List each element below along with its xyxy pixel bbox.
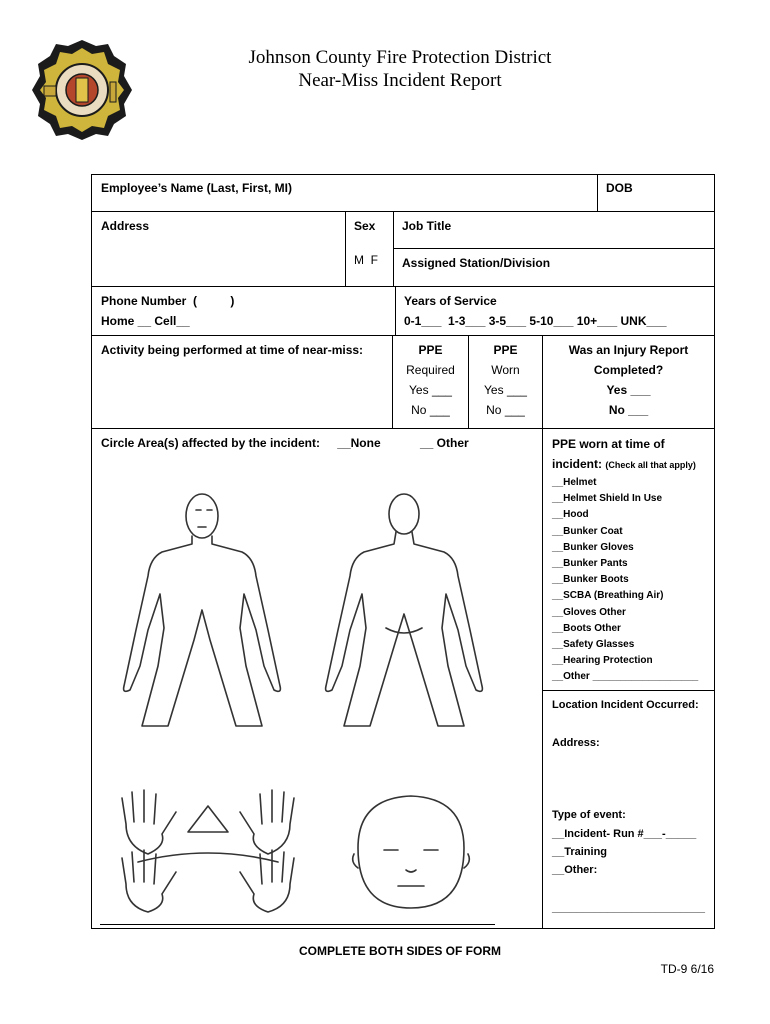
footer-note: COMPLETE BOTH SIDES OF FORM [298,944,501,958]
dob-label: DOB [606,181,633,195]
injury-report-yes[interactable]: Yes ___ [606,383,651,397]
ppe-item-bunker-pants[interactable]: __Bunker Pants [552,558,628,570]
ppe-item-bunker-boots[interactable]: __Bunker Boots [552,574,629,586]
employee-name-label: Employee’s Name (Last, First, MI) [101,181,292,195]
location-label: Location Incident Occurred: [552,699,699,711]
ppe-item-safety-glasses[interactable]: __Safety Glasses [552,639,635,651]
sex-label: Sex [354,219,376,233]
event-training-option[interactable]: __Training [552,846,608,858]
phone-label: Phone Number ( ) [101,294,235,308]
event-other-option[interactable]: __Other: [552,864,598,876]
ppe-required-line: Required [406,363,455,377]
ppe-list-title-2-text: incident: [552,457,602,471]
ppe-required-yes[interactable]: Yes ___ [409,383,452,397]
ppe-list-hint: (Check all that apply) [605,460,696,470]
ppe-worn-block [468,340,543,420]
ppe-item-helmet[interactable]: __Helmet [552,477,597,488]
head-figure[interactable] [346,792,476,912]
home-cell-label: Home __ Cell__ [101,314,190,328]
ppe-item-bunker-gloves[interactable]: __Bunker Gloves [552,541,634,553]
ppe-required-no[interactable]: No ___ [411,403,450,417]
ppe-item-boots-other[interactable]: __Boots Other [552,622,621,634]
event-type-label: Type of event: [552,809,626,821]
ppe-worn-line: Worn [491,363,520,377]
ppe-item-helmet-shield[interactable]: __Helmet Shield In Use [552,493,663,505]
body-back-figure[interactable] [314,490,494,730]
circle-area-label [101,433,469,453]
ppe-item-hearing-protection[interactable]: __Hearing Protection [552,655,653,667]
ppe-list-title: PPE worn at time of [552,437,665,451]
ppe-item-hood[interactable]: __Hood [552,509,589,521]
org-name: Johnson County Fire Protection District [248,47,552,68]
ppe-worn-no[interactable]: No ___ [486,403,525,417]
years-label: Years of Service [404,294,497,308]
station-label: Assigned Station/Division [402,256,551,270]
event-incident-option[interactable]: __Incident- Run #___-_____ [552,828,697,840]
report-title: Near-Miss Incident Report [298,70,502,91]
ppe-worn-yes[interactable]: Yes ___ [484,383,527,397]
ppe-required-line: PPE [418,343,443,357]
diagram-underline [100,924,495,925]
injury-report-no[interactable]: No ___ [608,403,649,417]
ppe-item-other[interactable]: __Other ___________________ [552,671,699,683]
org-title [160,46,640,92]
location-address-label: Address: [552,737,600,749]
ppe-item-gloves-other[interactable]: __Gloves Other [552,606,626,618]
ppe-list-title-2 [552,454,696,475]
ppe-item-scba[interactable]: __SCBA (Breathing Air) [552,590,664,602]
hands-figure[interactable] [118,784,298,914]
event-other-line[interactable]: _________________________ [552,902,705,914]
activity-label: Activity being performed at time of near-miss: [101,343,364,357]
ppe-item-bunker-coat[interactable]: __Bunker Coat [552,525,623,537]
other-option[interactable]: __ Other [420,436,469,450]
ppe-list [552,475,698,686]
none-option[interactable]: __None [337,436,381,450]
injury-report-block [542,340,715,420]
injury-report-line: Was an Injury Report [568,343,689,357]
fire-department-logo-icon [30,38,134,142]
ppe-required-block [392,340,469,420]
sex-options: M F [354,253,378,267]
job-title-label: Job Title [402,219,452,233]
years-options: 0-1___ 1-3___ 3-5___ 5-10___ 10+___ UNK___ [404,314,667,328]
circle-area-text: Circle Area(s) affected by the incident: [101,436,320,450]
injury-report-line: Completed? [593,363,664,377]
address-label: Address [101,219,150,233]
form-number: TD-9 6/16 [660,962,714,976]
body-front-figure[interactable] [112,490,292,730]
ppe-worn-line: PPE [493,343,518,357]
